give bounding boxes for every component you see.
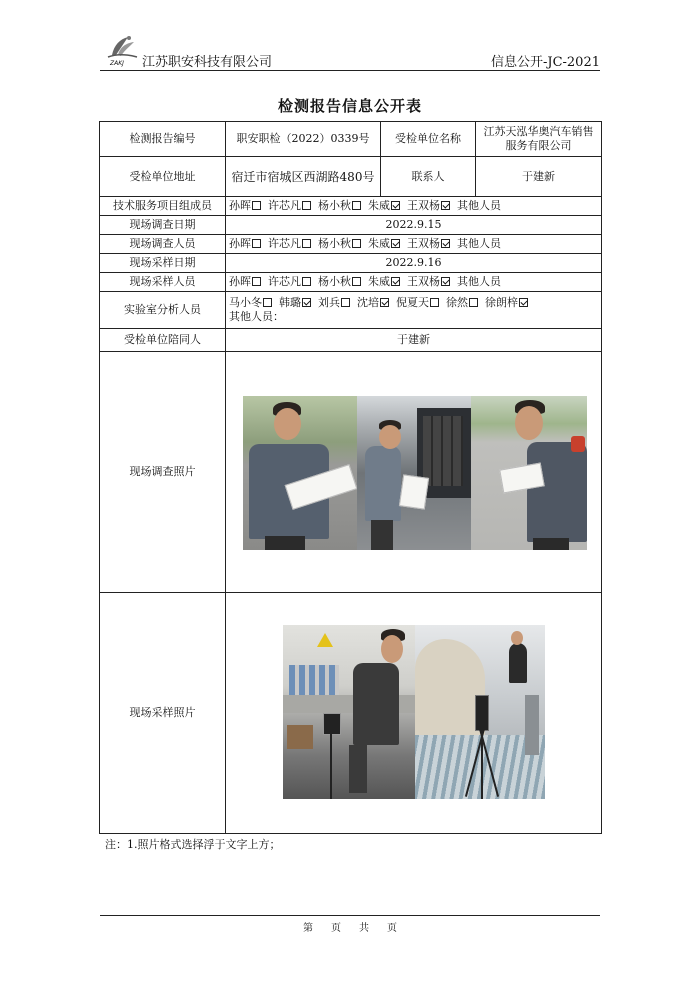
row-survey-date [100, 216, 602, 235]
footer-rule [100, 915, 600, 916]
row-report-no [100, 122, 602, 157]
survey-photo-1 [243, 396, 357, 550]
checked-checkbox[interactable] [391, 201, 400, 210]
unchecked-checkbox[interactable] [430, 298, 439, 307]
unchecked-checkbox[interactable] [263, 298, 272, 307]
staff-name: 其他人员 [457, 275, 501, 288]
logo-text: ZAKJ [110, 60, 124, 67]
lab-staff-list [229, 296, 598, 310]
row-survey-photos [100, 352, 602, 593]
checked-checkbox[interactable] [391, 277, 400, 286]
tech-team-label: 技术服务项目组成员 [100, 197, 226, 216]
report-no-label: 检测报告编号 [100, 122, 226, 157]
footer-page-suffix: 页 [331, 923, 341, 934]
unchecked-checkbox[interactable] [302, 277, 311, 286]
staff-entry [318, 296, 354, 309]
header-rule [100, 70, 600, 71]
document-code: 信息公开-JC-2021 [490, 55, 600, 70]
sampling-photo-1 [283, 625, 415, 799]
checked-checkbox[interactable] [519, 298, 528, 307]
lab-staff-others: 其他人员： [229, 310, 284, 323]
unchecked-checkbox[interactable] [469, 298, 478, 307]
checked-checkbox[interactable] [380, 298, 389, 307]
staff-entry [407, 199, 454, 212]
survey-photo-2 [357, 396, 471, 550]
survey-staff-list [226, 235, 602, 254]
staff-entry [279, 296, 315, 309]
staff-name: 杨小秋 [318, 237, 351, 250]
staff-entry [229, 237, 265, 250]
staff-entry [318, 237, 365, 250]
tech-team-list [226, 197, 602, 216]
staff-entry [485, 296, 532, 309]
unchecked-checkbox[interactable] [352, 239, 361, 248]
footer-total: 共 [359, 923, 369, 934]
page-title: 检测报告信息公开表 [277, 97, 422, 115]
staff-name: 倪夏天 [396, 296, 429, 309]
checked-checkbox[interactable] [441, 239, 450, 248]
checked-checkbox[interactable] [391, 239, 400, 248]
row-sampling-staff [100, 273, 602, 292]
staff-entry [368, 199, 404, 212]
staff-entry [318, 275, 365, 288]
staff-name: 徐朗梓 [485, 296, 518, 309]
staff-name: 杨小秋 [318, 199, 351, 212]
survey-photos-label: 现场调查照片 [100, 352, 226, 593]
address-label: 受检单位地址 [100, 157, 226, 197]
footer-page: 第 [303, 923, 313, 934]
row-escort [100, 329, 602, 352]
staff-name: 孙晖 [229, 275, 251, 288]
inspected-unit-label: 受检单位名称 [381, 122, 476, 157]
row-lab-staff [100, 292, 602, 329]
staff-entry [268, 275, 315, 288]
contact-value: 于建新 [476, 157, 602, 197]
report-no-value: 职安职检（2022）0339号 [226, 122, 381, 157]
sampling-date-value: 2022.9.16 [226, 254, 602, 273]
staff-name: 王双杨 [407, 199, 440, 212]
checked-checkbox[interactable] [441, 277, 450, 286]
staff-name: 朱威 [368, 275, 390, 288]
contact-label: 联系人 [381, 157, 476, 197]
staff-entry [229, 296, 276, 309]
unchecked-checkbox[interactable] [352, 201, 361, 210]
escort-label: 受检单位陪同人 [100, 329, 226, 352]
staff-entry [229, 199, 265, 212]
row-sampling-date [100, 254, 602, 273]
staff-name: 孙晖 [229, 199, 251, 212]
checked-checkbox[interactable] [302, 298, 311, 307]
report-table [99, 121, 602, 834]
sampling-photos-cell [226, 593, 602, 834]
staff-entry [229, 275, 265, 288]
staff-name: 朱威 [368, 237, 390, 250]
escort-value: 于建新 [226, 329, 602, 352]
page-footer [0, 919, 700, 934]
staff-name: 沈培 [357, 296, 379, 309]
page-header [100, 33, 600, 71]
survey-date-value: 2022.9.15 [226, 216, 602, 235]
sampling-photos-label: 现场采样照片 [100, 593, 226, 834]
row-survey-staff [100, 235, 602, 254]
staff-entry [396, 296, 443, 309]
inspected-unit-value: 江苏天泓华奥汽车销售服务有限公司 [476, 122, 602, 157]
sampling-staff-label: 现场采样人员 [100, 273, 226, 292]
staff-name: 韩璐 [279, 296, 301, 309]
unchecked-checkbox[interactable] [302, 239, 311, 248]
staff-entry [268, 199, 315, 212]
staff-name: 王双杨 [407, 275, 440, 288]
row-sampling-photos [100, 593, 602, 834]
staff-name: 许芯凡 [268, 275, 301, 288]
staff-entry [318, 199, 365, 212]
footnote: 注：1.照片格式选择浮于文字上方； [105, 838, 281, 851]
unchecked-checkbox[interactable] [352, 277, 361, 286]
staff-name: 朱威 [368, 199, 390, 212]
checked-checkbox[interactable] [441, 201, 450, 210]
staff-name: 孙晖 [229, 237, 251, 250]
staff-name: 杨小秋 [318, 275, 351, 288]
staff-name: 马小冬 [229, 296, 262, 309]
staff-name: 其他人员 [457, 237, 501, 250]
survey-photo-3 [471, 396, 587, 550]
survey-photos-cell [226, 352, 602, 593]
staff-name: 徐然 [446, 296, 468, 309]
staff-entry [407, 275, 454, 288]
unchecked-checkbox[interactable] [341, 298, 350, 307]
staff-entry [457, 237, 501, 250]
unchecked-checkbox[interactable] [252, 201, 261, 210]
staff-name: 刘兵 [318, 296, 340, 309]
staff-entry [368, 237, 404, 250]
staff-name: 王双杨 [407, 237, 440, 250]
staff-entry [446, 296, 482, 309]
row-address [100, 157, 602, 197]
survey-date-label: 现场调查日期 [100, 216, 226, 235]
staff-name: 许芯凡 [268, 199, 301, 212]
footer-total-suffix: 页 [387, 923, 397, 934]
lab-staff-cell [226, 292, 602, 329]
staff-entry [268, 237, 315, 250]
row-tech-team [100, 197, 602, 216]
staff-name: 许芯凡 [268, 237, 301, 250]
unchecked-checkbox[interactable] [302, 201, 311, 210]
address-value: 宿迁市宿城区西湖路480号 [226, 157, 381, 197]
survey-staff-label: 现场调查人员 [100, 235, 226, 254]
staff-name: 其他人员 [457, 199, 501, 212]
staff-entry [457, 199, 501, 212]
lab-staff-label: 实验室分析人员 [100, 292, 226, 329]
sampling-date-label: 现场采样日期 [100, 254, 226, 273]
sampling-staff-list [226, 273, 602, 292]
unchecked-checkbox[interactable] [252, 277, 261, 286]
company-name: 江苏职安科技有限公司 [142, 55, 273, 70]
staff-entry [457, 275, 501, 288]
staff-entry [368, 275, 404, 288]
unchecked-checkbox[interactable] [252, 239, 261, 248]
staff-entry [357, 296, 393, 309]
sampling-photo-2 [415, 625, 545, 799]
staff-entry [407, 237, 454, 250]
